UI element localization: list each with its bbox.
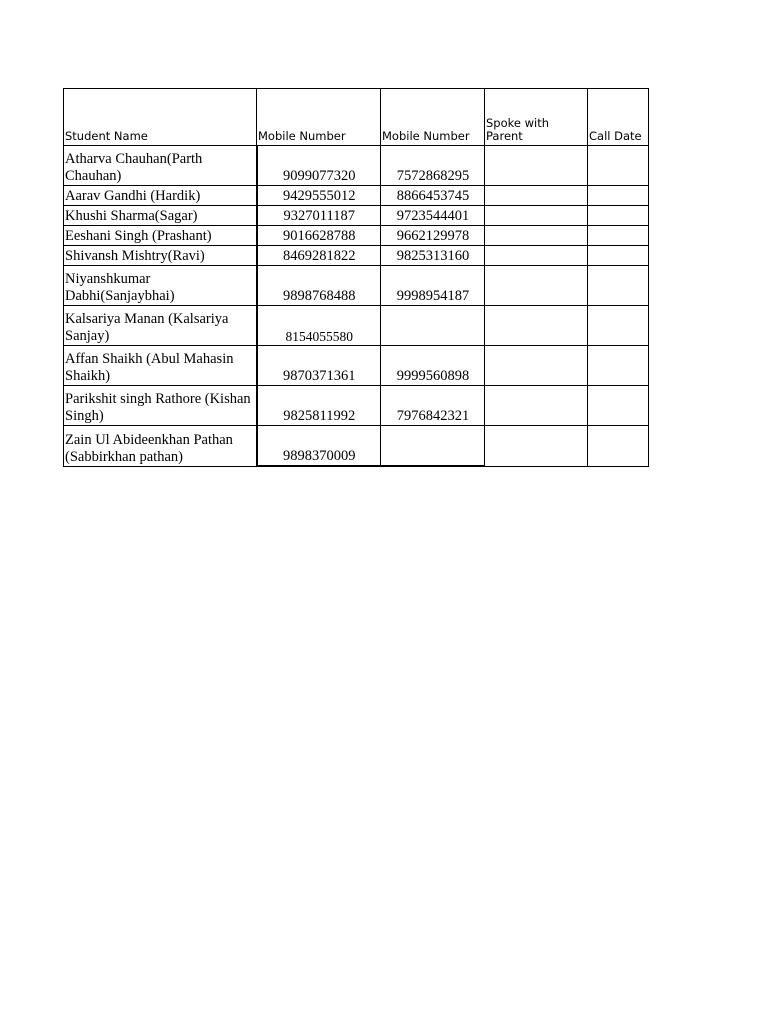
student-name-cell[interactable]: Shivansh Mishtry(Ravi) <box>64 246 257 266</box>
call-date-cell[interactable] <box>588 306 649 346</box>
mobile-number-1-cell[interactable]: 9327011187 <box>257 206 381 226</box>
mobile-number-1-cell[interactable]: 9825811992 <box>257 386 381 426</box>
mobile-number-1-cell[interactable]: 8154055580 <box>257 306 381 346</box>
mobile-number-2-cell[interactable]: 7976842321 <box>381 386 485 426</box>
student-name-cell[interactable]: Atharva Chauhan(Parth Chauhan) <box>64 146 257 186</box>
student-name-cell[interactable]: Aarav Gandhi (Hardik) <box>64 186 257 206</box>
mobile-number-1-cell[interactable]: 9429555012 <box>257 186 381 206</box>
call-date-cell[interactable] <box>588 186 649 206</box>
student-contact-sheet <box>63 88 648 467</box>
spoke-with-parent-cell[interactable] <box>485 346 588 386</box>
mobile-number-1-cell[interactable]: 8469281822 <box>257 246 381 266</box>
table-row <box>64 426 649 467</box>
spoke-with-parent-cell[interactable] <box>485 386 588 426</box>
mobile-number-1-cell[interactable]: 9016628788 <box>257 226 381 246</box>
call-date-cell[interactable] <box>588 386 649 426</box>
spoke-with-parent-cell[interactable] <box>485 186 588 206</box>
spoke-with-parent-cell[interactable] <box>485 146 588 186</box>
mobile-number-2-cell[interactable]: 7572868295 <box>381 146 485 186</box>
student-name-cell[interactable]: Eeshani Singh (Prashant) <box>64 226 257 246</box>
call-date-cell[interactable] <box>588 266 649 306</box>
call-date-cell[interactable] <box>588 146 649 186</box>
table-row <box>64 226 649 246</box>
spoke-with-parent-cell[interactable] <box>485 426 588 467</box>
student-name-cell[interactable]: Affan Shaikh (Abul Mahasin Shaikh) <box>64 346 257 386</box>
call-date-cell[interactable] <box>588 226 649 246</box>
mobile-number-2-cell[interactable]: 9998954187 <box>381 266 485 306</box>
mobile-number-2-cell[interactable] <box>381 306 485 346</box>
table-row <box>64 146 649 186</box>
mobile-number-1-cell[interactable]: 9099077320 <box>257 146 381 186</box>
mobile-number-1-cell[interactable]: 9898370009 <box>257 426 381 467</box>
spoke-with-parent-cell[interactable] <box>485 306 588 346</box>
mobile-number-2-cell[interactable]: 9662129978 <box>381 226 485 246</box>
mobile-number-2-cell[interactable] <box>381 426 485 467</box>
student-contact-table <box>63 88 649 467</box>
mobile-number-1-cell[interactable]: 9898768488 <box>257 266 381 306</box>
spoke-with-parent-cell[interactable] <box>485 206 588 226</box>
table-row <box>64 346 649 386</box>
header-student-name: Student Name <box>64 89 257 146</box>
student-name-cell[interactable]: Niyanshkumar Dabhi(Sanjaybhai) <box>64 266 257 306</box>
table-row <box>64 386 649 426</box>
header-mobile-number-2: Mobile Number <box>381 89 485 146</box>
call-date-cell[interactable] <box>588 346 649 386</box>
header-call-date: Call Date <box>588 89 649 146</box>
student-name-cell[interactable]: Khushi Sharma(Sagar) <box>64 206 257 226</box>
table-row <box>64 246 649 266</box>
mobile-number-2-cell[interactable]: 9999560898 <box>381 346 485 386</box>
mobile-number-2-cell[interactable]: 8866453745 <box>381 186 485 206</box>
header-mobile-number-1: Mobile Number <box>257 89 381 146</box>
spoke-with-parent-cell[interactable] <box>485 226 588 246</box>
mobile-number-1-cell[interactable]: 9870371361 <box>257 346 381 386</box>
mobile-number-2-cell[interactable]: 9825313160 <box>381 246 485 266</box>
table-row <box>64 306 649 346</box>
call-date-cell[interactable] <box>588 246 649 266</box>
call-date-cell[interactable] <box>588 206 649 226</box>
mobile-number-2-cell[interactable]: 9723544401 <box>381 206 485 226</box>
student-name-cell[interactable]: Parikshit singh Rathore (Kishan Singh) <box>64 386 257 426</box>
spoke-with-parent-cell[interactable] <box>485 246 588 266</box>
table-row <box>64 206 649 226</box>
header-row <box>64 89 649 146</box>
student-name-cell[interactable]: Zain Ul Abideenkhan Pathan (Sabbirkhan pathan) <box>64 426 257 467</box>
header-spoke-with-parent: Spoke with Parent <box>485 89 588 146</box>
student-name-cell[interactable]: Kalsariya Manan (Kalsariya Sanjay) <box>64 306 257 346</box>
table-row <box>64 186 649 206</box>
table-row <box>64 266 649 306</box>
call-date-cell[interactable] <box>588 426 649 467</box>
spoke-with-parent-cell[interactable] <box>485 266 588 306</box>
